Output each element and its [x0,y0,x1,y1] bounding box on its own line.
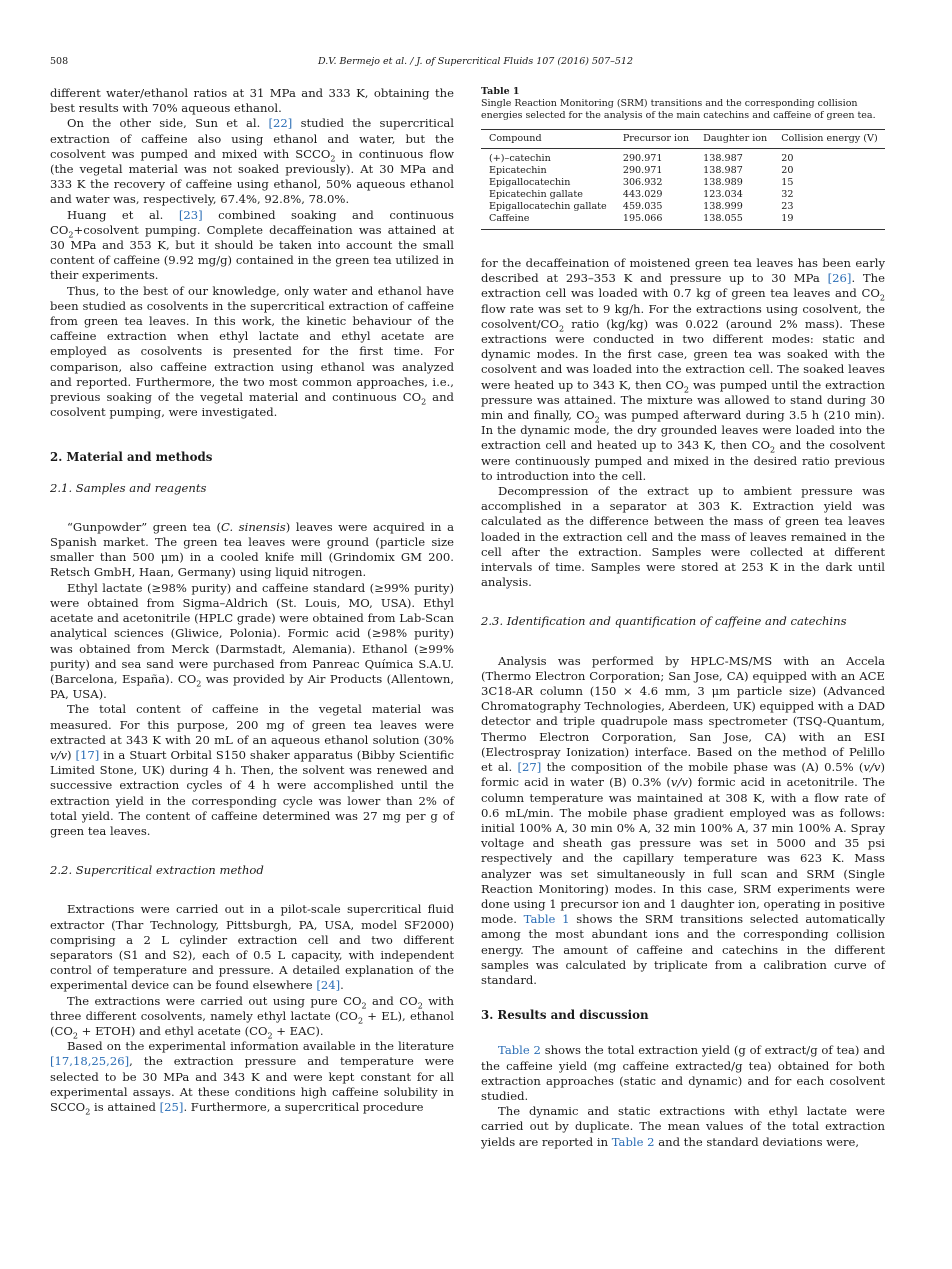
subsection-heading: 2.1. Samples and reagents [50,480,207,495]
left-column [50,86,454,1115]
citation-link[interactable]: [17] [75,747,100,762]
citation-link[interactable]: [23] [178,207,203,222]
table-link[interactable]: Table 2 [611,1134,655,1149]
page-number: 508 [50,56,69,67]
table-cell: Epicatechin gallate [489,189,583,200]
table-link[interactable]: Table 1 [523,912,570,927]
subsection-heading: 2.2. Supercritical extraction method [50,863,264,878]
table-cell: 138.989 [703,177,743,188]
table-cell: 23 [781,201,794,212]
paragraph: for the decaffeination of moistened green tea leaves has been early described at 293–353 K and pressure up to 30 MPa [26]. The extraction cell was loaded with 0.7 kg of green tea leaves and $CO_2$ flow rate was set to 9 kg/h. For the extractions using cosolvent, the cosolvent/$CO_2$ ratio (kg/kg) was 0.022 (around 2% mass). These extractions were conducted in two different modes: static and dynamic modes. In the first case, green tea was soaked with the cosolvent and was loaded into the extraction cell. The soaked leaves were heated up to 343 K, then $CO_2$ was pumped until the extraction pressure was attained. The mixture was allowed to stand during 30 min and finally, $CO_2$ was pumped afterward during 3.5 h (210 min). In the dynamic mode, the dry grounded leaves were loaded into the extraction cell and heated up to 343 K, then $CO_2$ and the cosolvent were continuously pumped and mixed in the desired ratio previous to introduction into the cell. [481,256,885,483]
paragraph: On the other side, Sun et al. [22] studied the supercritical extraction of caffeine also using ethanol and water, but the cosolvent was pumped and mixed with $SCCO_2$ in continuous flow (the vegetal material was not soaked previously). At 30 MPa and 333 K the recovery of caffeine using ethanol, 50% aqueous ethanol and water was, respectively, 67.4%, 92.8%, 78.0%. [50,116,455,207]
paragraph: Based on the experimental information available in the literature [17,18,25,26], the extraction pressure and temperature were selected to be 30 MPa and 343 K and were kept constant for all experimental assays. At these conditions high caffeine solubility in $SCCO_2$ is attained [25]. Furthermore, a supercritical procedure [50,1039,454,1117]
citation-link[interactable]: [25] [159,1099,184,1114]
section-heading: 2. Material and methods [50,450,213,465]
table-cell: Epigallocatechin gallate [489,201,607,212]
table-caption: Single Reaction Monitoring (SRM) transitions and the corresponding collision energies selected for the analysis of the main catechins and caffeine of green tea. [481,98,876,121]
table-cell: 32 [781,189,794,200]
table-cell: 123.034 [703,189,743,200]
citation-link[interactable]: [22] [268,116,293,131]
citation-link[interactable]: [26] [827,271,852,286]
table-row [481,189,885,201]
table-link[interactable]: Table 2 [498,1043,541,1058]
table-1 [481,86,885,230]
citation-link[interactable]: [24] [316,978,341,993]
table-row [481,201,885,213]
table-cell: 20 [781,165,794,176]
citation-link[interactable]: [17,18,25,26] [50,1054,130,1069]
paragraph: Table 2 shows the total extraction yield (g of extract/g of tea) and the caffeine yield (mg caffeine extracted/g tea) obtained for both extraction approaches (static and dynamic) and for each cosolvent studied. [481,1043,885,1103]
paragraph: different water/ethanol ratios at 31 MPa and 333 K, obtaining the best results with 70% aqueous ethanol. [50,86,454,116]
paragraph: Ethyl lactate (≥98% purity) and caffeine standard (≥99% purity) were obtained from Sigma–Aldrich (St. Louis, MO, USA). Ethyl acetate and acetonitrile (HPLC grade) were obtained from Lab-Scan analytical sciences (Gliwice, Polonia). Formic acid (≥98% purity) was obtained from Merck (Darmstadt, Alemania). Ethanol (≥99% purity) and sea sand were purchased from Panreac Química S.A.U. (Barcelona, España). $CO_2$ was provided by Air Products (Allentown, PA, USA). [50,580,454,702]
paragraph: The total content of caffeine in the vegetal material was measured. For this purpose, 200 mg of green tea leaves were extracted at 343 K with 20 mL of an aqueous ethanol solution (30% v/v) [17] in a Stuart Orbital S150 shaker apparatus (Bibby Scientific Limited Stone, UK) during 4 h. Then, the solvent was renewed and successive extraction cycles of 4 h were accomplished until the extraction yield in the corresponding cycle was lower than 2% of total yield. The content of caffeine determined was 27 mg per g of green tea leaves. [50,702,454,838]
table-cell: 20 [781,153,794,164]
section-heading: 3. Results and discussion [481,1008,649,1023]
paragraph: Huang et al. [23] combined soaking and continuous $CO_2+cosolvent$ pumping. Complete decaffeination was attained at 30 MPa and 353 K, but it should be taken into account the small content of caffeine (9.92 mg/g) contained in the green tea utilized in their experiments. [50,207,454,283]
subsection-heading: 2.3. Identification and quantification of caffeine and catechins [481,614,847,629]
column-header: Daughter ion [695,130,773,149]
right-column [481,86,885,1150]
table-row [481,149,885,166]
citation-link[interactable]: [27] [517,760,542,775]
paragraph: Thus, to the best of our knowledge, only water and ethanol have been studied as cosolvents in the supercritical extraction of caffeine from green tea leaves. In this work, the kinetic behaviour of the caffeine extraction when ethyl lactate and ethyl acetate are employed as cosolvents is presented for the first time. For comparison, also caffeine extraction using ethanol was analyzed and reported. Furthermore, the two most common approaches, i.e., previous soaking of the vegetal material and continuous $CO_2$ and cosolvent pumping, were investigated. [50,283,454,420]
table-cell: (+)–catechin [489,153,551,164]
table-cell: 306.932 [622,177,663,188]
table-cell: 138.987 [703,165,743,176]
table-cell: 15 [781,177,794,188]
paragraph: The extractions were carried out using pure $CO_2$ and $CO_2$ with three different cosolvents, namely ethyl lactate $(CO_2 + EL)$, ethanol ($CO_2$ + ETOH) and ethyl acetate $(CO_2 + EAC)$. [50,993,454,1041]
table-cell: 195.066 [615,213,695,230]
paragraph: “Gunpowder” green tea (C. sinensis) leaves were acquired in a Spanish market. The green tea leaves were ground (particle size smaller than 500 μm) in a cooled knife mill (Grindomix GM 200. Retsch GmbH, Haan, Germany) using liquid nitrogen. [50,519,454,580]
table-cell: 138.999 [703,201,743,212]
paragraph: Analysis was performed by HPLC-MS/MS with an Accela (Thermo Electron Corporation; San Jose, CA) equipped with an ACE 3C18-AR column (150 × 4.6 mm, 3 μm particle size) (Advanced Chromatography Technologies, Aberdeen, UK) equipped with a DAD detector and triple quadrupole mass spectrometer (TSQ-Quantum, Thermo Electron Corporation, San Jose, CA) with an ESI (Electrospray Ionization) interface. Based on the method of Pelillo et al. [27] the composition of the mobile phase was (A) 0.5% (v/v) formic acid in water (B) 0.3% (v/v) formic acid in acetonitrile. The column temperature was maintained at 308 K, with a flow rate of 0.6 mL/min. The mobile phase gradient employed was as follows: initial 100% A, 30 min 0% A, 32 min 100% A, 37 min 100% A. Spray voltage and sheath gas pressure was set in 5000 and 35 psi respectively and the capillary temperature was 623 K. Mass analyzer was set simultaneously in full scan and SRM (Single Reaction Monitoring) modes. In this case, SRM experiments were done using 1 precursor ion and 1 daughter ion, operating in positive mode. Table 1 shows the SRM transitions selected automatically among the most abundant ions and the corresponding collision energy. The amount of caffeine and catechins in the different samples was calculated by triplicate from a calibration curve of standard. [481,653,886,987]
table-cell: 290.971 [622,153,663,164]
column-header: Precursor ion [615,130,695,149]
table-cell: Caffeine [481,213,615,230]
table-cell: 290.971 [622,165,663,176]
srm-table [481,129,885,230]
table-cell: 443.029 [622,189,663,200]
paragraph: The dynamic and static extractions with ethyl lactate were carried out by duplicate. The mean values of the total extraction yields are reported in Table 2 and the standard deviations were, [481,1104,885,1149]
table-label: Table 1 [481,86,520,97]
table-cell: 138.987 [703,153,743,164]
table-cell: 459.035 [622,201,663,212]
page-header [50,56,901,72]
table-cell: 138.055 [695,213,773,230]
table-row [481,213,885,230]
table-cell: 19 [773,213,885,230]
column-header: Collision energy (V) [773,130,885,149]
table-cell: Epigallocatechin [489,177,571,188]
table-cell: Epicatechin [489,165,547,176]
table-row [481,177,885,189]
table-row [481,165,885,177]
running-title: D.V. Bermejo et al. / J. of Supercritical Fluids 107 (2016) 507–512 [318,56,633,67]
column-header: Compound [481,130,615,149]
paragraph: Decompression of the extract up to ambient pressure was accomplished in a separator at 303 K. Extraction yield was calculated as the difference between the mass of green tea leaves loaded in the extraction cell and the mass of leaves remained in the cell after the extraction. Samples were collected at different intervals of time. Samples were stored at 253 K in the dark until analysis. [481,484,885,590]
paragraph: Extractions were carried out in a pilot-scale supercritical fluid extractor (Thar Technology, Pittsburgh, PA, USA, model SF2000) comprising a 2 L cylinder extraction cell and two different separators (S1 and S2), each of 0.5 L capacity, with independent control of temperature and pressure. A detailed explanation of the experimental device can be found elsewhere [24]. [50,902,454,993]
